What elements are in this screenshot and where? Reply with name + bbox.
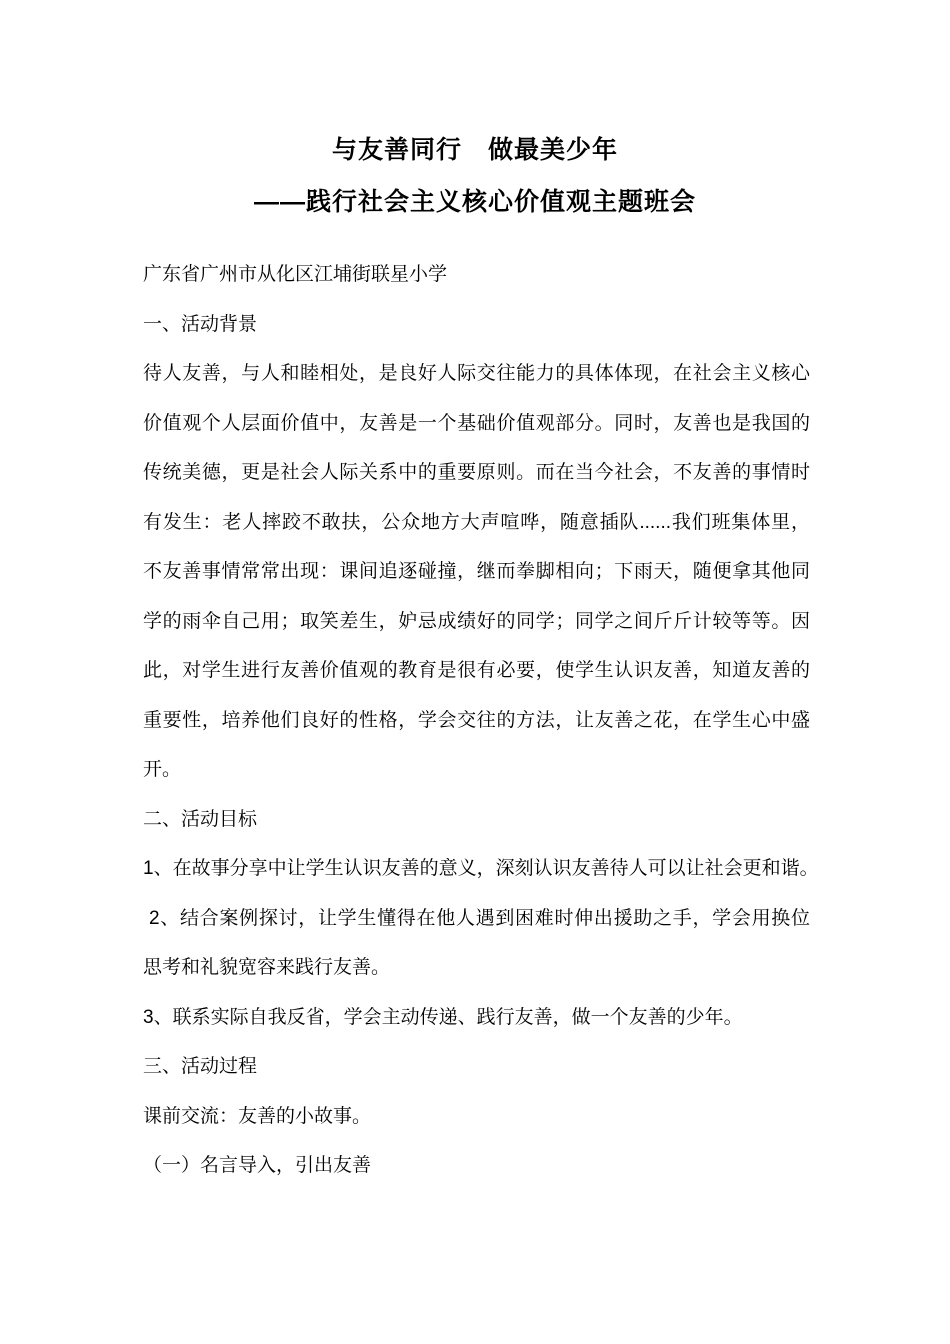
body-line: 重要性，培养他们良好的性格，学会交往的方法，让友善之花，在学生心中盛 xyxy=(143,709,810,731)
body-line: 课前交流：友善的小故事。 xyxy=(143,1105,372,1127)
body-line: 不友善事情常常出现：课间追逐碰撞，继而拳脚相向；下雨天，随便拿其他同 xyxy=(143,561,810,582)
body-line: 传统美德，更是社会人际关系中的重要原则。而在当今社会，不友善的事情时 xyxy=(143,462,810,483)
body-line: 思考和礼貌宽容来践行友善。 xyxy=(143,957,391,978)
body-line: 此，对学生进行友善价值观的教育是很有必要，使学生认识友善，知道友善的 xyxy=(143,660,810,681)
body-line: 待人友善，与人和睦相处，是良好人际交往能力的具体体现，在社会主义核心 xyxy=(143,363,810,384)
body-line: 1、在故事分享中让学生认识友善的意义，深刻认识友善待人可以让社会更和谐。 xyxy=(143,858,819,879)
body-line: 价值观个人层面价值中，友善是一个基础价值观部分。同时，友善也是我国的 xyxy=(143,412,810,434)
body-line: 开。 xyxy=(143,759,182,780)
body-line: 二、活动目标 xyxy=(143,808,258,830)
body-line: 2、结合案例探讨，让学生懂得在他人遇到困难时伸出援助之手，学会用换位 xyxy=(149,907,810,929)
body-line: 有发生：老人摔跤不敢扶，公众地方大声喧哗，随意插队......我们班集体里， xyxy=(143,511,810,533)
body-line: 广东省广州市从化区江埔街联星小学 xyxy=(143,264,448,285)
body-line: 学的雨伞自己用；取笑差生，妒忌成绩好的同学；同学之间斤斤计较等等。因 xyxy=(143,610,810,632)
document-body xyxy=(143,215,819,1191)
body-line: 一、活动背景 xyxy=(143,313,258,335)
document-subtitle: ——践行社会主义核心价值观主题班会 xyxy=(253,188,696,216)
body-line: （一）名言导入，引出友善 xyxy=(143,1155,372,1176)
body-line: 三、活动过程 xyxy=(143,1056,258,1077)
body-line: 3、联系实际自我反省，学会主动传递、践行友善，做一个友善的少年。 xyxy=(143,1006,743,1028)
document-title: 与友善同行 做最美少年 xyxy=(331,136,618,164)
